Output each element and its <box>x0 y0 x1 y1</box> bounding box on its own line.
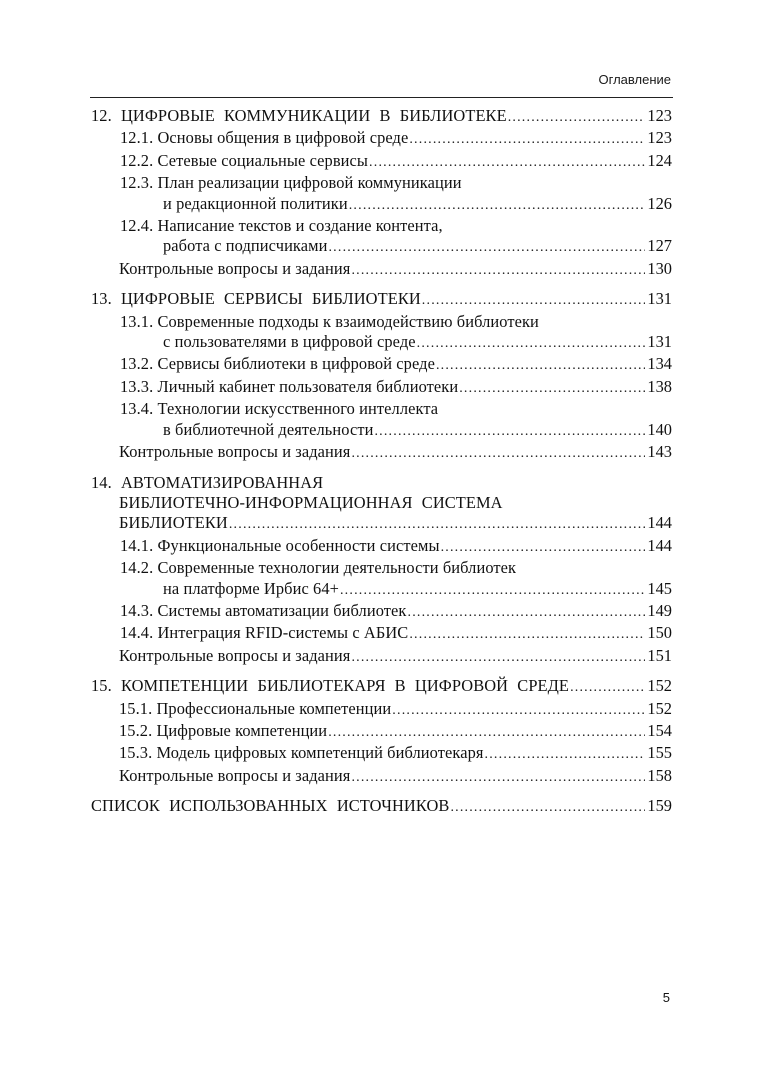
table-of-contents <box>91 106 672 819</box>
leader-dots <box>328 721 645 743</box>
toc-entry-title: 14.2. Современные технологии деятельности библиотек <box>120 558 517 578</box>
leader-dots <box>422 289 646 311</box>
page-number: 5 <box>662 990 670 1005</box>
header-rule <box>90 97 673 98</box>
leader-dots <box>508 106 646 128</box>
leader-dots <box>450 796 645 818</box>
toc-entry-12-4[interactable] <box>91 216 672 236</box>
toc-entry-page: 140 <box>647 419 672 439</box>
toc-entry-title: 13.3. Личный кабинет пользователя библиотеки <box>120 376 459 396</box>
leader-dots <box>351 766 645 788</box>
leader-dots <box>340 579 645 601</box>
toc-entry-sources[interactable] <box>91 796 672 818</box>
toc-entry-title: 14.1. Функциональные особенности системы <box>120 535 440 555</box>
toc-entry-page: 127 <box>647 236 672 256</box>
toc-entry-page: 126 <box>647 193 672 213</box>
toc-entry-chapter-12[interactable] <box>91 106 672 128</box>
toc-entry-chapter-14[interactable] <box>91 473 672 493</box>
toc-entry-page: 152 <box>647 698 672 718</box>
toc-entry-page: 154 <box>647 720 672 740</box>
leader-dots <box>351 646 645 668</box>
toc-section-15 <box>91 676 672 788</box>
toc-entry-14-2[interactable] <box>91 558 672 578</box>
toc-entry-page: 151 <box>647 645 672 665</box>
toc-entry-chapter-15[interactable] <box>91 676 672 698</box>
toc-entry-title: 15.3. Модель цифровых компетенций библиотекаря <box>119 743 484 763</box>
toc-entry-chapter-13[interactable] <box>91 289 672 311</box>
leader-dots <box>229 513 646 535</box>
leader-dots <box>436 354 645 376</box>
toc-entry-page: 143 <box>647 442 672 462</box>
leader-dots <box>328 236 645 258</box>
toc-entry-page: 145 <box>647 578 672 598</box>
toc-entry-page: 131 <box>647 332 672 352</box>
toc-entry-title: Контрольные вопросы и задания <box>119 645 351 665</box>
toc-entry-title: 12.2. Сетевые социальные сервисы <box>120 150 369 170</box>
toc-entry-chapter-14-cont[interactable] <box>91 493 672 513</box>
toc-entry-page: 123 <box>647 106 672 125</box>
toc-entry-13-3[interactable] <box>91 377 672 399</box>
toc-entry-page: 150 <box>647 623 672 643</box>
leader-dots <box>570 676 645 698</box>
toc-entry-title: 12.1. Основы общения в цифровой среде <box>120 128 409 148</box>
toc-entry-13-1-cont[interactable] <box>91 332 672 354</box>
toc-entry-page: 131 <box>647 289 672 309</box>
toc-section-13 <box>91 289 672 464</box>
toc-entry-page: 159 <box>647 796 672 816</box>
leader-dots <box>408 601 646 623</box>
toc-section-sources <box>91 796 672 818</box>
toc-entry-title: 15. КОМПЕТЕНЦИИ БИБЛИОТЕКАРЯ В ЦИФРОВОЙ СРЕДЕ <box>91 676 570 696</box>
toc-entry-title-continued: работа с подписчиками <box>163 236 328 256</box>
leader-dots <box>374 420 645 442</box>
toc-entry-page: 144 <box>647 513 672 533</box>
toc-entry-title: 12.4. Написание текстов и создание контента, <box>120 216 443 236</box>
leader-dots <box>392 699 645 721</box>
toc-entry-title-continued: БИБЛИОТЕЧНО-ИНФОРМАЦИОННАЯ СИСТЕМА <box>119 492 503 512</box>
toc-entry-14-2-cont[interactable] <box>91 579 672 601</box>
toc-entry-title: Контрольные вопросы и задания <box>119 258 351 278</box>
toc-entry-title: СПИСОК ИСПОЛЬЗОВАННЫХ ИСТОЧНИКОВ <box>91 796 450 816</box>
toc-entry-page: 149 <box>647 600 672 620</box>
toc-entry-title-continued: в библиотечной деятельности <box>163 419 374 439</box>
toc-entry-title: Контрольные вопросы и задания <box>119 765 351 785</box>
toc-entry-title-continued: на платформе Ирбис 64+ <box>163 578 339 598</box>
toc-entry-title: 13.2. Сервисы библиотеки в цифровой среде <box>120 354 435 374</box>
leader-dots <box>409 128 645 150</box>
toc-entry-12-4-cont[interactable] <box>91 236 672 258</box>
toc-entry-page: 158 <box>647 765 672 785</box>
toc-entry-15-1[interactable] <box>91 699 672 721</box>
toc-entry-title-continued: с пользователями в цифровой среде <box>163 332 416 352</box>
toc-entry-14-4[interactable] <box>91 623 672 645</box>
toc-entry-title-continued: БИБЛИОТЕКИ <box>119 513 228 533</box>
toc-section-12 <box>91 106 672 281</box>
toc-entry-13-4[interactable] <box>91 399 672 419</box>
toc-entry-page: 130 <box>647 258 672 278</box>
toc-entry-14-1[interactable] <box>91 536 672 558</box>
toc-entry-title-continued: и редакционной политики <box>163 193 348 213</box>
leader-dots <box>441 536 646 558</box>
running-head: Оглавление <box>598 72 671 87</box>
toc-entry-15-2[interactable] <box>91 721 672 743</box>
leader-dots <box>369 151 645 173</box>
leader-dots <box>351 259 645 281</box>
toc-entry-15-questions[interactable] <box>91 766 672 788</box>
toc-entry-chapter-14-cont2[interactable] <box>91 513 672 535</box>
toc-entry-12-3-cont[interactable] <box>91 194 672 216</box>
toc-entry-13-2[interactable] <box>91 354 672 376</box>
toc-entry-title: 14.3. Системы автоматизации библиотек <box>120 600 407 620</box>
toc-entry-page: 134 <box>647 354 672 374</box>
leader-dots <box>485 743 646 765</box>
toc-entry-title: 12.3. План реализации цифровой коммуникации <box>120 173 462 193</box>
toc-entry-13-4-cont[interactable] <box>91 420 672 442</box>
toc-entry-title: 14. АВТОМАТИЗИРОВАННАЯ <box>91 472 324 492</box>
toc-entry-title: 13.4. Технологии искусственного интеллекта <box>120 399 439 419</box>
toc-entry-title: 13. ЦИФРОВЫЕ СЕРВИСЫ БИБЛИОТЕКИ <box>91 289 421 309</box>
toc-entry-title: 14.4. Интеграция RFID-системы с АБИС <box>120 623 409 643</box>
toc-entry-14-3[interactable] <box>91 601 672 623</box>
toc-entry-title: 15.2. Цифровые компетенции <box>119 720 328 740</box>
toc-entry-12-3[interactable] <box>91 173 672 193</box>
toc-entry-page: 123 <box>647 128 672 148</box>
toc-entry-title: 12. ЦИФРОВЫЕ КОММУНИКАЦИИ В БИБЛИОТЕКЕ <box>91 106 507 125</box>
toc-entry-15-3[interactable] <box>91 743 672 765</box>
toc-entry-page: 144 <box>647 535 672 555</box>
leader-dots <box>349 194 646 216</box>
leader-dots <box>409 623 645 645</box>
toc-entry-title: Контрольные вопросы и задания <box>119 442 351 462</box>
toc-entry-page: 124 <box>647 150 672 170</box>
toc-entry-page: 138 <box>647 376 672 396</box>
toc-entry-page: 152 <box>647 676 672 696</box>
leader-dots <box>459 377 645 399</box>
toc-entry-13-1[interactable] <box>91 312 672 332</box>
leader-dots <box>417 332 646 354</box>
toc-entry-title: 15.1. Профессиональные компетенции <box>119 698 392 718</box>
toc-entry-page: 155 <box>647 743 672 763</box>
toc-entry-13-questions[interactable] <box>91 442 672 464</box>
toc-entry-12-questions[interactable] <box>91 259 672 281</box>
leader-dots <box>351 442 645 464</box>
toc-entry-12-2[interactable] <box>91 151 672 173</box>
toc-entry-12-1[interactable] <box>91 128 672 150</box>
toc-section-14 <box>91 473 672 669</box>
toc-entry-14-questions[interactable] <box>91 646 672 668</box>
toc-entry-title: 13.1. Современные подходы к взаимодействию библиотеки <box>120 311 539 331</box>
